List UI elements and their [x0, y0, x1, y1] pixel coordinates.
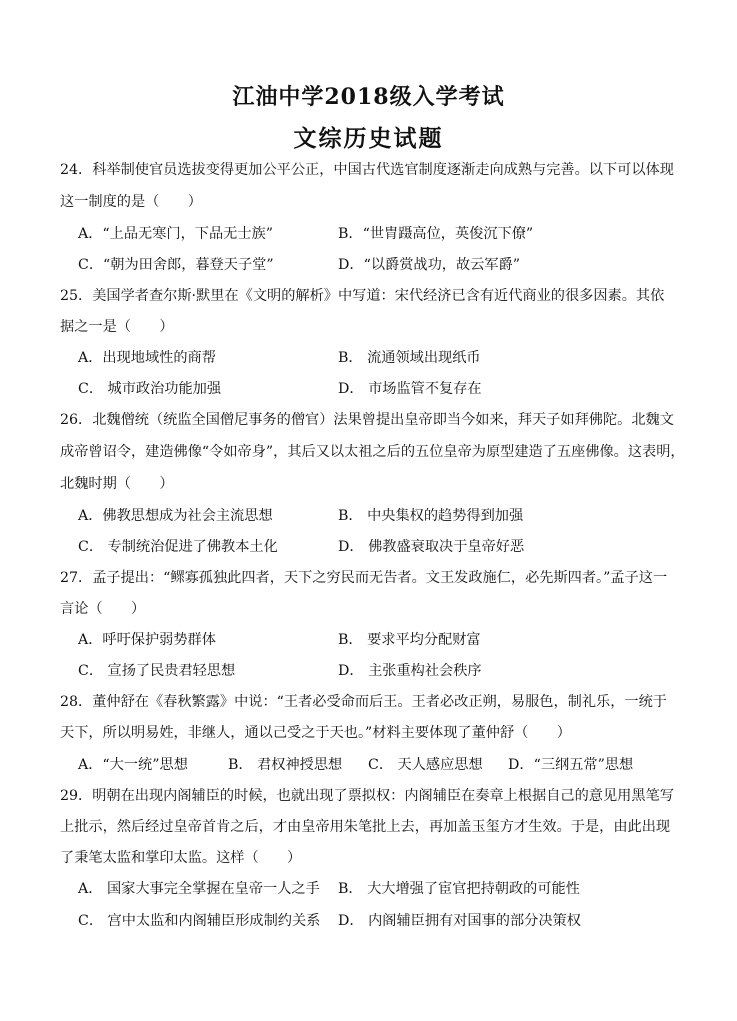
option-b: B． 要求平均分配财富 [338, 632, 481, 648]
question-stem-line: 29．明朝在出现内阁辅臣的时候，也就出现了票拟权：内阁辅臣在奏章上根据自己的意见用黑笔写 [60, 788, 674, 804]
option-a: A．出现地域性的商帮 [78, 350, 216, 366]
question-stem-line: 25．美国学者查尔斯·默里在《文明的解析》中写道：宋代经济已含有近代商业的很多因素。其依 [60, 288, 665, 304]
question-stem-line: 上批示，然后经过皇帝首肯之后，才由皇帝用朱笔批上去，再加盖玉玺方才生效。于是，由此出现 [60, 819, 671, 835]
option-d: D． 佛教盛衰取决于皇帝好恶 [338, 539, 525, 555]
option-a: A． 国家大事完全掌握在皇帝一人之手 [78, 881, 320, 897]
option-b: B． 大大增强了宦官把持朝政的可能性 [338, 881, 580, 897]
option-d: D． 市场监管不复存在 [338, 381, 482, 397]
question-stem-line: 成帝曾诏令，建造佛像“令如帝身”，其后又以太祖之后的五位皇帝为原型建造了五座佛像。这表明， [60, 444, 685, 460]
question-stem-line: 据之一是（ ） [60, 319, 174, 335]
option-a: A．佛教思想成为社会主流思想 [78, 508, 273, 524]
option-b: B． 流通领域出现纸币 [338, 350, 481, 366]
question-stem-line: 27．孟子提出：“鳏寡孤独此四者，天下之穷民而无告者。文王发政施仁，必先斯四者。”孟子这一 [60, 570, 668, 586]
question-stem-line: 北魏时期（ ） [60, 476, 174, 492]
option-a: A．呼吁保护弱势群体 [78, 632, 216, 648]
question-stem-line: 天下，所以明易姓，非继人，通以己受之于天也。”材料主要体现了董仲舒（ ） [60, 725, 571, 741]
option-b: B． 君权神授思想 [228, 757, 343, 773]
option-b: B．“世胄蹑高位，英俊沉下僚” [338, 226, 534, 242]
question-stem-line: 言论（ ） [60, 601, 146, 617]
option-d: D． 内阁辅臣拥有对国事的部分决策权 [338, 913, 581, 929]
option-c: C． 专制统治促进了佛教本土化 [78, 539, 278, 555]
option-c: C． 宣扬了民贵君轻思想 [78, 663, 236, 679]
option-d: D． 主张重构社会秩序 [338, 663, 482, 679]
option-b: B． 中央集权的趋势得到加强 [338, 508, 524, 524]
question-stem-line: 了秉笔太监和掌印太监。这样（ ） [60, 850, 302, 866]
question-stem-line: 24．科举制使官员选拔变得更加公平公正，中国古代选官制度逐渐走向成熟与完善。以下可以体现 [60, 162, 674, 178]
question-stem-line: 26．北魏僧统（统监全国僧尼事务的僧官）法果曾提出皇帝即当今如来，拜天子如拜佛陀。北魏文 [60, 412, 674, 428]
option-c: C． 天人感应思想 [368, 757, 483, 773]
option-c: C．“朝为田舍郎，暮登天子堂” [78, 257, 274, 273]
option-c: C． 城市政治功能加强 [78, 381, 222, 397]
option-d: D．“以爵赏战功，故云军爵” [338, 257, 520, 273]
question-stem-line: 这一制度的是（ ） [60, 194, 202, 210]
exam-title: 江油中学2018级入学考试 [232, 84, 505, 110]
question-stem-line: 28．董仲舒在《春秋繁露》中说：“王者必受命而后王。王者必改正朔，易服色，制礼乐，一统于 [60, 694, 667, 710]
option-a: A．“大一统”思想 [78, 757, 188, 773]
option-c: C． 宫中太监和内阁辅臣形成制约关系 [78, 913, 321, 929]
exam-subtitle: 文综历史试题 [293, 125, 444, 152]
option-a: A．“上品无寒门，下品无士族” [78, 226, 274, 242]
option-d: D．“三纲五常”思想 [508, 757, 634, 773]
